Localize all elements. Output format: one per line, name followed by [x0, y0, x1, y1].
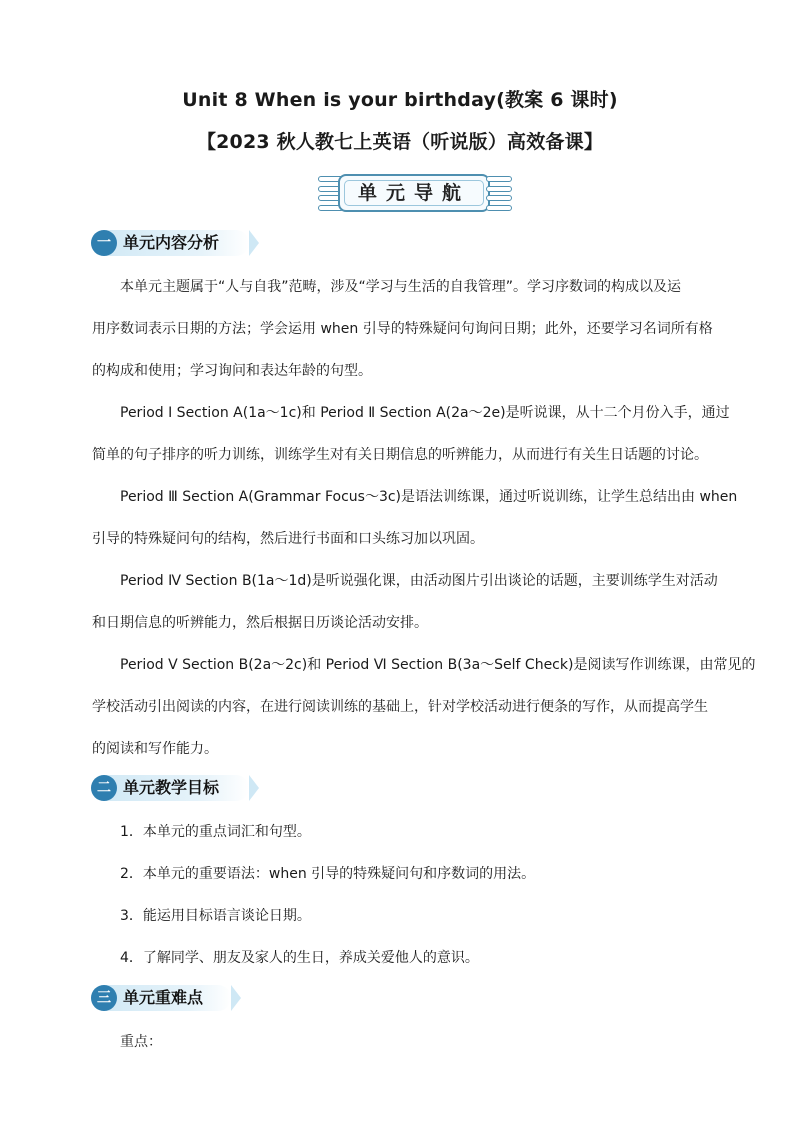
section-header-arrow-icon: [231, 985, 241, 1011]
section-number-badge: 三: [91, 985, 117, 1011]
paragraph-line: 本单元主题属于“人与自我”范畴，涉及“学习与生活的自我管理”。学习序数词的构成以及运: [120, 279, 682, 295]
paragraph-line: 的构成和使用；学习询问和表达年龄的句型。: [92, 363, 372, 379]
section-header-key-difficult-points: [91, 985, 241, 1011]
document-subtitle: 【2023 秋人教七上英语（听说版）高效备课】: [196, 131, 604, 153]
paragraph-line: Period Ⅳ Section B(1a～1d)是听说强化课，由活动图片引出谈论的话题，主要训练学生对活动: [120, 573, 718, 589]
section-header-teaching-objectives: [91, 775, 259, 801]
paragraph-period-3: [92, 476, 738, 560]
section-header-content-analysis: [91, 230, 259, 256]
section-title: 单元内容分析: [123, 233, 220, 252]
document-title: Unit 8 When is your birthday(教案 6 课时): [182, 89, 618, 111]
objective-item-1: 1．本单元的重点词汇和句型。: [120, 824, 311, 840]
objective-item-2: 2．本单元的重要语法：when 引导的特殊疑问句和序数词的用法。: [120, 866, 536, 882]
paragraph-theme: [92, 266, 712, 392]
key-points-label: 重点：: [120, 1034, 162, 1050]
paragraph-line: 学校活动引出阅读的内容，在进行阅读训练的基础上，针对学校活动进行便条的写作，从而提高学生: [92, 699, 708, 715]
section-title: 单元重难点: [123, 988, 204, 1007]
paragraph-line: Period Ⅰ Section A(1a～1c)和 Period Ⅱ Section A(2a～2e)是听说课，从十二个月份入手，通过: [120, 405, 730, 421]
objective-item-3: 3．能运用目标语言谈论日期。: [120, 908, 311, 924]
unit-navigation-banner: [318, 170, 512, 216]
paragraph-line: 简单的句子排序的听力训练，训练学生对有关日期信息的听辨能力，从而进行有关生日话题的讨论。: [92, 447, 708, 463]
paragraph-line: 的阅读和写作能力。: [92, 741, 218, 757]
paragraph-line: Period Ⅲ Section A(Grammar Focus～3c)是语法训练课，通过听说训练，让学生总结出由 when: [120, 489, 738, 505]
paragraph-period-5-6: [92, 644, 756, 770]
paragraph-period-4: [92, 560, 718, 644]
section-header-arrow-icon: [249, 230, 259, 256]
section-number-badge: 一: [91, 230, 117, 256]
paragraph-line: Period Ⅴ Section B(2a～2c)和 Period Ⅵ Section B(3a～Self Check)是阅读写作训练课，由常见的: [120, 657, 756, 673]
paragraph-line: 用序数词表示日期的方法；学会运用 when 引导的特殊疑问句询问日期；此外，还要学习名词所有格: [92, 321, 713, 337]
objective-item-4: 4．了解同学、朋友及家人的生日，养成关爱他人的意识。: [120, 950, 479, 966]
section-title: 单元教学目标: [123, 778, 220, 797]
paragraph-line: 引导的特殊疑问句的结构，然后进行书面和口头练习加以巩固。: [92, 531, 484, 547]
banner-label: 单元导航: [357, 182, 470, 204]
paragraph-period-1-2: [92, 392, 730, 476]
section-header-arrow-icon: [249, 775, 259, 801]
paragraph-line: 和日期信息的听辨能力，然后根据日历谈论活动安排。: [92, 615, 428, 631]
section-number-badge: 二: [91, 775, 117, 801]
